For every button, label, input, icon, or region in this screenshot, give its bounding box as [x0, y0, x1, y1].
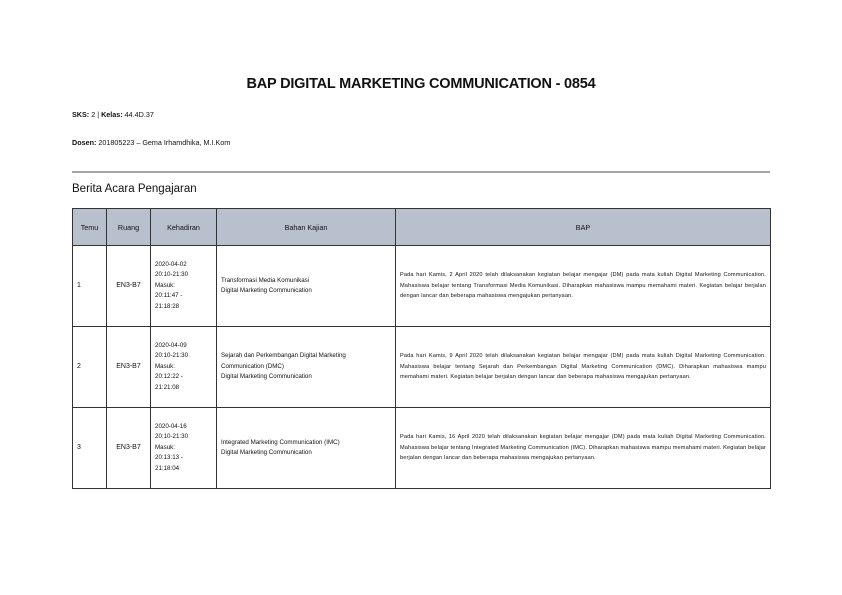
kehadiran-out: 21:18:04	[155, 464, 180, 472]
section-title: Berita Acara Pengajaran	[72, 183, 197, 195]
bahan-line: Integrated Marketing Communication (IMC)	[221, 438, 340, 446]
cell-ruang: EN3-B7	[107, 408, 151, 489]
header-bap: BAP	[396, 209, 771, 246]
bahan-line: Sejarah dan Perkembangan Digital Marketing	[221, 352, 346, 360]
header-temu: Temu	[73, 209, 107, 246]
cell-temu: 1	[73, 246, 107, 327]
kehadiran-date: 2020-04-09	[155, 341, 187, 349]
sks-kelas-line	[72, 110, 154, 119]
sks-label: SKS:	[72, 110, 90, 119]
kehadiran-date: 2020-04-02	[155, 260, 187, 268]
document-title: BAP DIGITAL MARKETING COMMUNICATION - 0854	[246, 76, 596, 92]
kehadiran-out: 21:18:28	[155, 302, 180, 310]
kehadiran-in: 20:11:47 -	[155, 292, 183, 300]
divider	[72, 171, 770, 173]
cell-ruang: EN3-B7	[107, 327, 151, 408]
kehadiran-masuk-label: Masuk:	[155, 443, 175, 451]
kehadiran-out: 21:21:08	[155, 383, 180, 391]
dosen-value: 201805223 – Gema Irhamdhika, M.I.Kom	[98, 138, 231, 147]
table-row	[73, 408, 771, 489]
kehadiran-time: 20:10-21:30	[155, 352, 189, 360]
meta-separator: |	[97, 110, 100, 119]
kelas-label: Kelas:	[101, 110, 123, 119]
cell-kehadiran	[151, 408, 217, 489]
bahan-line: Transformasi Media Komunikasi	[221, 276, 310, 284]
cell-bap: Pada hari Kamis, 16 April 2020 telah dilaksanakan kegiatan belajar mengajar (DM) pada mata kuliah Digital Marketing Communication. Mahasiswa belajar tentang Integrated Marketing Communication (IMC). Diharapkan mahasiswa mampu memahami materi. Kegiatan belajar berjalan dengan lancar dan beberapa mahasiswa mengajukan pertanyaan.	[396, 408, 771, 489]
bahan-line: Digital Marketing Communication	[221, 373, 312, 381]
cell-kehadiran	[151, 246, 217, 327]
table-row	[73, 327, 771, 408]
bap-table	[72, 208, 771, 489]
dosen-line	[72, 138, 230, 147]
table-row	[73, 246, 771, 327]
bahan-line: Communication (DMC)	[221, 362, 284, 370]
cell-bap: Pada hari Kamis, 2 April 2020 telah dilaksanakan kegiatan belajar mengajar (DM) pada mata kuliah Digital Marketing Communication. Mahasiswa belajar tentang Transformasi Media Komunikasi. Diharapkan mahasiswa mampu memahami materi. Kegiatan belajar berjalan dengan lancar dan beberapa mahasiswa mengajukan pertanyaan.	[396, 246, 771, 327]
cell-kehadiran	[151, 327, 217, 408]
header-bahan-kajian: Bahan Kajian	[217, 209, 396, 246]
header-kehadiran: Kehadiran	[151, 209, 217, 246]
table-header-row	[73, 209, 771, 246]
bahan-line: Digital Marketing Communication	[221, 449, 312, 456]
sks-value: 2	[91, 110, 96, 119]
kehadiran-time: 20:10-21:30	[155, 433, 189, 441]
kehadiran-in: 20:13:13 -	[155, 454, 183, 462]
cell-bap: Pada hari Kamis, 9 April 2020 telah dilaksanakan kegiatan belajar mengajar (DM) pada mata kuliah Digital Marketing Communication. Mahasiswa belajar tentang Sejarah dan Perkembangan Digital Marketing Communication (DMC). Diharapkan mahasiswa mampu memahami materi. Kegiatan belajar berjalan dengan lancar dan beberapa mahasiswa mengajukan pertanyaan.	[396, 327, 771, 408]
kehadiran-in: 20:12:22 -	[155, 373, 183, 381]
dosen-label: Dosen:	[72, 138, 97, 147]
kehadiran-masuk-label: Masuk:	[155, 362, 175, 370]
kehadiran-masuk-label: Masuk:	[155, 281, 175, 289]
cell-bahan-kajian	[217, 246, 396, 327]
cell-temu: 3	[73, 408, 107, 489]
kehadiran-time: 20:10-21:30	[155, 271, 189, 279]
kelas-value: 44.4D.37	[124, 110, 154, 119]
cell-bahan-kajian	[217, 327, 396, 408]
header-ruang: Ruang	[107, 209, 151, 246]
cell-bahan-kajian	[217, 408, 396, 489]
cell-ruang: EN3-B7	[107, 246, 151, 327]
bahan-line: Digital Marketing Communication	[221, 287, 312, 294]
cell-temu: 2	[73, 327, 107, 408]
kehadiran-date: 2020-04-16	[155, 422, 187, 430]
